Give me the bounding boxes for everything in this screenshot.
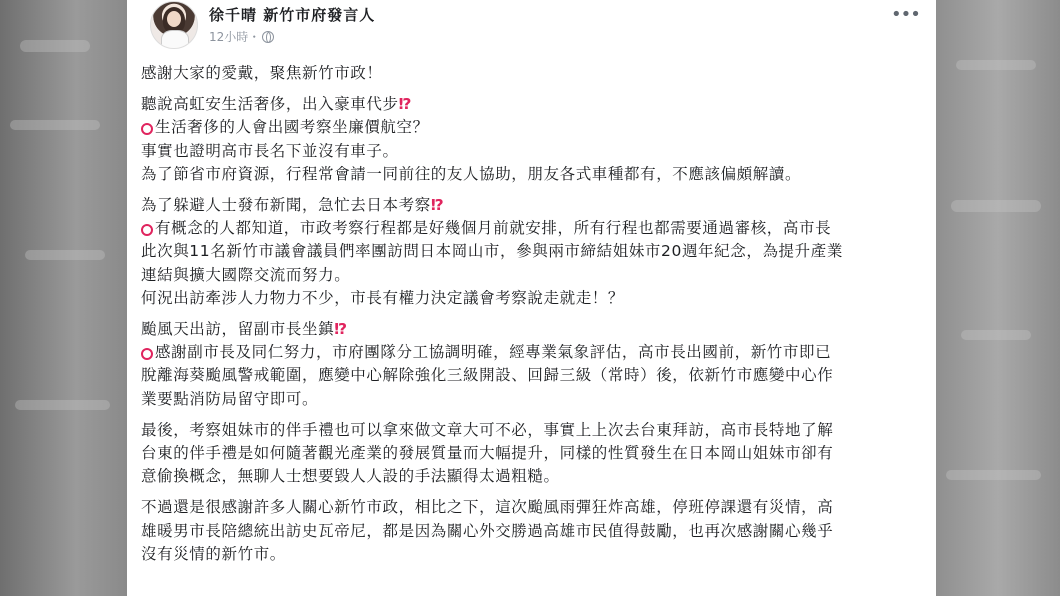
post-text-line (141, 318, 925, 341)
globe-icon (262, 31, 274, 43)
exclamation-question-icon: ⁉ (430, 196, 445, 215)
post-text-line (141, 93, 925, 116)
line-text: 何況出訪牽涉人力物力不少，市長有權力決定議會考察說走就走！？ (141, 288, 625, 307)
post-timestamp[interactable] (209, 28, 274, 45)
red-circle-icon (141, 348, 153, 360)
post-text-line (141, 140, 925, 163)
post-text-line (141, 240, 925, 263)
line-text: 感謝大家的愛戴，聚焦新竹市政！ (141, 64, 383, 82)
post-text-line (141, 520, 925, 543)
post-paragraph (141, 62, 925, 85)
post-text-line (141, 163, 925, 186)
post-paragraph (141, 318, 925, 411)
line-text: 台東的伴手禮是如何隨著觀光產業的發展質量而大幅提升，同樣的性質發生在日本岡山姐妹市卻有 (141, 444, 834, 463)
post-body (141, 62, 925, 574)
post-text-line (141, 217, 925, 240)
line-text: 連結與擴大國際交流而努力。 (141, 265, 351, 284)
line-text: 事實也證明高市長名下並沒有車子。 (141, 141, 399, 160)
author-name[interactable]: 徐千晴 新竹市府發言人 (209, 6, 376, 24)
timestamp-text: 12小時・ (209, 30, 261, 44)
line-text: 沒有災情的新竹市。 (141, 544, 286, 563)
post-text-line (141, 264, 925, 287)
post-text-line (141, 543, 925, 566)
line-text: 不過還是很感謝許多人關心新竹市政，相比之下，這次颱風雨彈狂炸高雄，停班停課還有災情，高 (141, 498, 834, 517)
exclamation-question-icon: ⁉ (334, 320, 348, 339)
post-text-line (141, 341, 925, 364)
facebook-post-card (127, 0, 936, 596)
line-text: 業要點消防局留守即可。 (141, 389, 319, 408)
post-text-line (141, 419, 925, 442)
post-paragraph (141, 496, 925, 566)
post-text-line (141, 496, 925, 519)
line-text: 為了躲避人士發布新聞，急忙去日本考察 (141, 196, 431, 215)
post-text-line (141, 364, 925, 387)
line-text: 最後，考察姐妹市的伴手禮也可以拿來做文章大可不必，事實上上次去台東拜訪，高市長特地了解 (141, 420, 834, 439)
post-text-line (141, 62, 925, 85)
exclamation-question-icon: ⁉ (398, 95, 413, 114)
post-header (139, 0, 929, 52)
post-paragraph (141, 419, 925, 489)
line-text: 感謝副市長及同仁努力，市府團隊分工協調明確，經專業氣象評估，高市長出國前，新竹市即已 (155, 343, 832, 362)
post-text-line (141, 116, 925, 139)
post-text-line (141, 442, 925, 465)
post-text-line (141, 287, 925, 310)
line-text: 意偷換概念，無聊人士想要毀人人設的手法顯得太過粗糙。 (141, 467, 560, 486)
line-text: 聽說高虹安生活奢侈，出入豪車代步 (141, 95, 399, 114)
post-paragraph (141, 194, 925, 310)
line-text: 颱風天出訪，留副市長坐鎮 (141, 320, 335, 339)
post-text-line (141, 388, 925, 411)
red-circle-icon (141, 224, 153, 236)
line-text: 雄暖男市長陪總統出訪史瓦帝尼，都是因為關心外交勝過高雄市民值得鼓勵，也再次感謝關心幾乎 (141, 521, 834, 540)
post-paragraph (141, 93, 925, 186)
line-text: 此次與11名新竹市議會議員們率團訪問日本岡山市，參與兩市締結姐妹市20週年紀念，為提升產業 (141, 242, 843, 261)
post-text-line (141, 194, 925, 217)
more-options-button[interactable]: ••• (891, 4, 920, 25)
background-left (0, 0, 127, 596)
line-text: 生活奢侈的人會出國考察坐廉價航空？ (155, 118, 429, 137)
post-text-line (141, 465, 925, 488)
line-text: 為了節省市府資源，行程常會請一同前往的友人協助，朋友各式車種都有，不應該偏頗解讀。 (141, 164, 802, 183)
line-text: 脫離海葵颱風警戒範圍，應變中心解除強化三級開設、回歸三級（常時）後，依新竹市應變中心作 (141, 366, 834, 385)
avatar[interactable] (150, 1, 198, 49)
line-text: 有概念的人都知道，市政考察行程都是好幾個月前就安排，所有行程也都需要通過審核，高市長 (155, 219, 832, 238)
background-right (936, 0, 1060, 596)
red-circle-icon (141, 123, 153, 135)
